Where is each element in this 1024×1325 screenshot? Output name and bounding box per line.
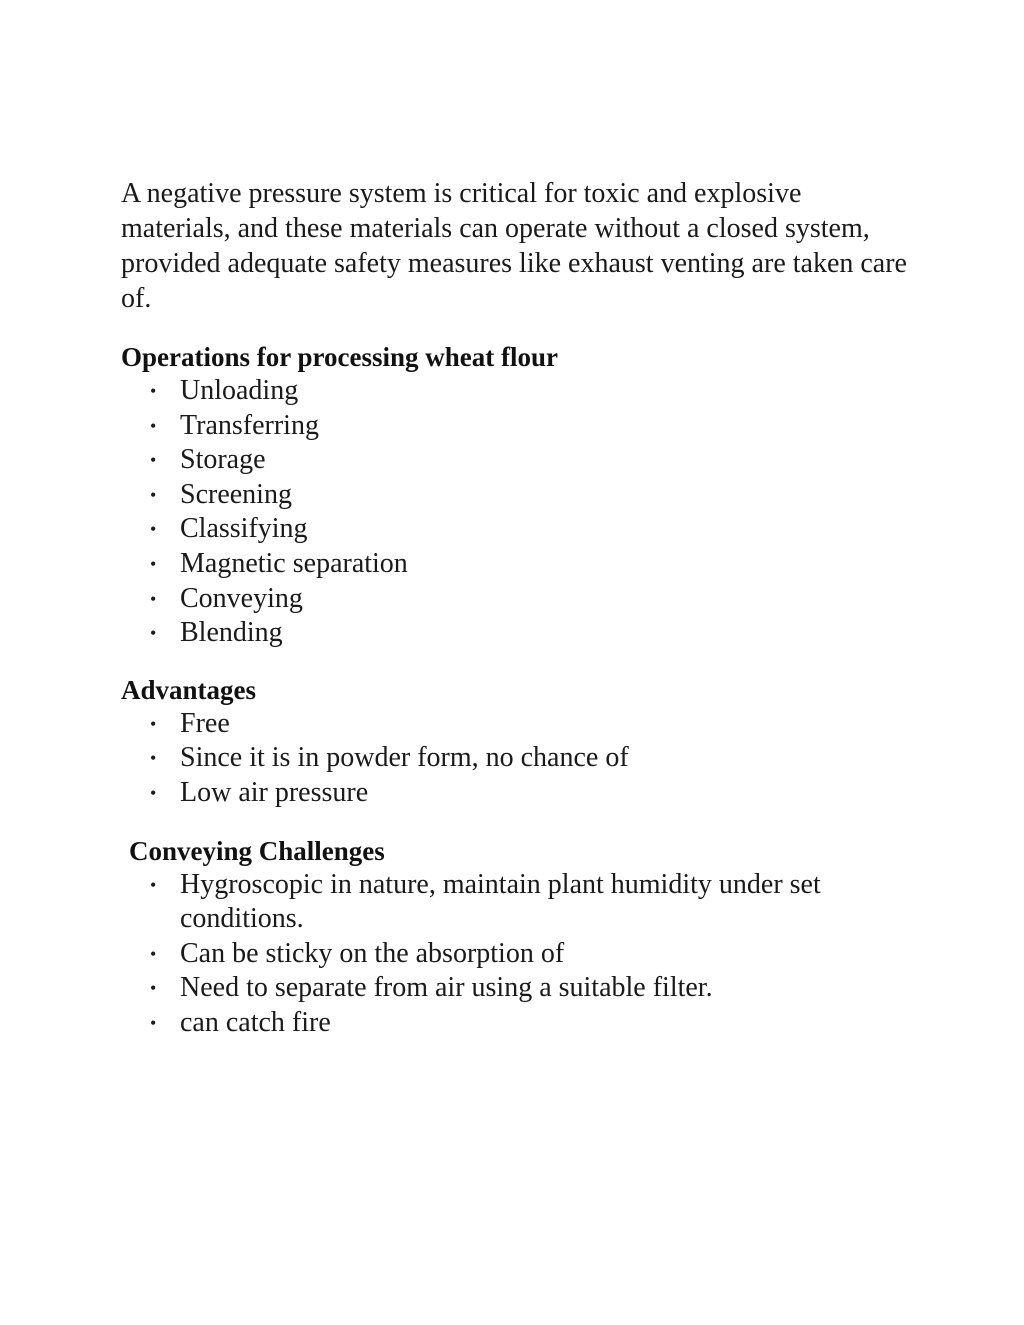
list-item-text: Conveying bbox=[180, 582, 303, 614]
advantages-list bbox=[121, 707, 911, 811]
list-item bbox=[121, 582, 911, 617]
operations-heading: Operations for processing wheat flour bbox=[121, 342, 558, 372]
list-item-text: Transferring bbox=[180, 409, 319, 441]
bullet-icon: • bbox=[150, 1012, 157, 1033]
list-item-text: Hygroscopic in nature, maintain plant humidity under set conditions. bbox=[180, 868, 821, 935]
list-item bbox=[121, 512, 911, 547]
bullet-icon: • bbox=[150, 874, 157, 895]
list-item bbox=[121, 971, 911, 1006]
operations-list bbox=[121, 374, 911, 651]
list-item bbox=[121, 409, 911, 444]
bullet-icon: • bbox=[150, 623, 157, 644]
bullet-icon: • bbox=[150, 588, 157, 609]
list-item-text: Low air pressure bbox=[180, 776, 369, 808]
list-item bbox=[121, 741, 911, 776]
bullet-icon: • bbox=[150, 553, 157, 574]
bullet-icon: • bbox=[150, 450, 157, 471]
list-item-text: Unloading bbox=[180, 375, 299, 406]
bullet-icon: • bbox=[150, 782, 157, 803]
list-item bbox=[121, 547, 911, 582]
list-item bbox=[121, 443, 911, 478]
list-item bbox=[121, 374, 911, 409]
list-item-text: Storage bbox=[180, 444, 266, 476]
list-item bbox=[121, 616, 911, 651]
list-item-text: Can be sticky on the absorption of bbox=[180, 937, 565, 969]
list-item bbox=[121, 868, 911, 937]
list-item bbox=[121, 478, 911, 513]
list-item-text: can catch fire bbox=[180, 1006, 331, 1038]
list-item-text: Since it is in powder form, no chance of bbox=[180, 742, 629, 774]
challenges-list bbox=[121, 868, 911, 1041]
list-item-text: Free bbox=[180, 707, 230, 739]
list-item bbox=[121, 937, 911, 972]
list-item bbox=[121, 776, 911, 811]
list-item bbox=[121, 1006, 911, 1041]
bullet-icon: • bbox=[150, 978, 157, 999]
list-item bbox=[121, 707, 911, 742]
list-item-text: Magnetic separation bbox=[180, 547, 408, 579]
bullet-icon: • bbox=[150, 415, 157, 436]
list-item-text: Classifying bbox=[180, 513, 308, 545]
list-item-text: Screening bbox=[180, 478, 292, 510]
bullet-icon: • bbox=[150, 713, 157, 734]
advantages-heading: Advantages bbox=[121, 674, 257, 705]
bullet-icon: • bbox=[150, 484, 157, 505]
bullet-icon: • bbox=[150, 748, 157, 769]
document-page bbox=[121, 176, 911, 1041]
bullet-icon: • bbox=[150, 381, 157, 401]
intro-paragraph: A negative pressure system is critical for toxic and explosive materials, and these materials can operate without a closed system, provided adequate safety measures like exhaust venting are taken care of. bbox=[121, 178, 907, 314]
list-item-text: Need to separate from air using a suitable filter. bbox=[180, 972, 713, 1004]
list-item-text: Blending bbox=[180, 617, 283, 649]
bullet-icon: • bbox=[150, 943, 157, 964]
challenges-heading: Conveying Challenges bbox=[129, 835, 385, 866]
bullet-icon: • bbox=[150, 519, 157, 540]
